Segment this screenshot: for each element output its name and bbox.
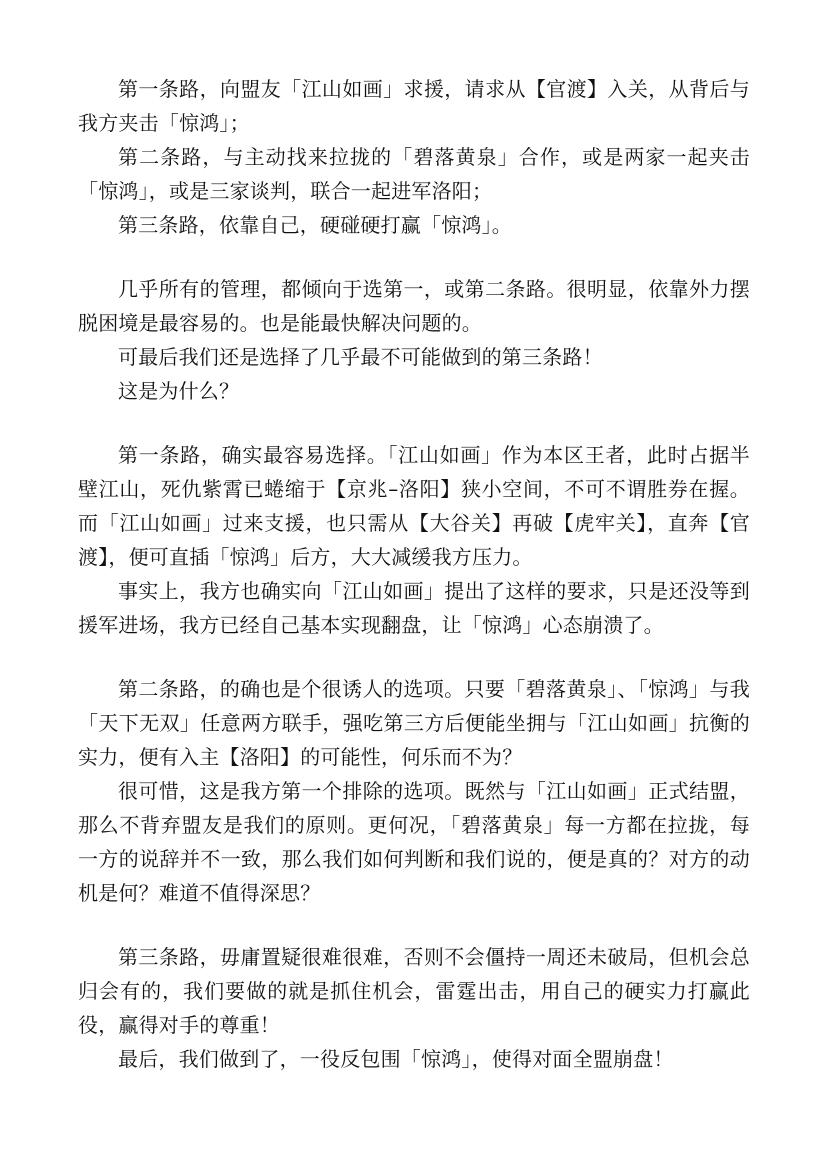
section-gap <box>78 642 750 672</box>
section-second-option <box>78 672 750 910</box>
document-body <box>78 72 750 1076</box>
paragraph-conclusion: 最后，我们做到了，一役反包围「惊鸿」，使得对面全盟崩盘！ <box>118 1047 674 1071</box>
paragraph-final-choice: 可最后我们还是选择了几乎最不可能做到的第三条路！ <box>118 345 603 369</box>
paragraph-first-analysis: 第一条路，确实最容易选择。「江山如画」作为本区王者，此时占据半壁江山，死仇紫霄已蜷缩于【京兆–洛阳】狭小空间，不可不谓胜券在握。而「江山如画」过来支援，也只需从【大谷关】再破【虎牢关】，直奔【官渡】，便可直插「惊鸿」后方，大大减缓我方压力。 <box>78 443 750 569</box>
paragraph-second-analysis: 第二条路，的确也是个很诱人的选项。只要「碧落黄泉」、「惊鸿」与我「天下无双」任意两方联手，强吃第三方后便能坐拥与「江山如画」抗衡的实力，便有入主【洛阳】的可能性，何乐而不为？ <box>78 677 750 769</box>
paragraph-first-fact: 事实上，我方也确实向「江山如画」提出了这样的要求，只是还没等到援军进场，我方已经自己基本实现翻盘，让「惊鸿」心态崩溃了。 <box>78 579 750 637</box>
section-first-option <box>78 438 750 642</box>
section-gap <box>78 910 750 940</box>
section-third-option <box>78 940 750 1076</box>
section-gap <box>78 408 750 438</box>
paragraph-option-one: 第一条路，向盟友「江山如画」求援，请求从【官渡】入关，从背后与我方夹击「惊鸿」； <box>78 77 750 135</box>
paragraph-option-three: 第三条路，依靠自己，硬碰硬打赢「惊鸿」。 <box>118 213 512 237</box>
paragraph-question: 这是为什么？ <box>118 379 240 403</box>
paragraph-third-analysis: 第三条路，毋庸置疑很难很难，否则不会僵持一周还未破局，但机会总归会有的，我们要做的就是抓住机会，雷霆出击，用自己的硬实力打赢此役，赢得对手的尊重！ <box>78 945 750 1037</box>
section-decision <box>78 272 750 408</box>
section-options <box>78 72 750 242</box>
paragraph-management-view: 几乎所有的管理，都倾向于选第一，或第二条路。很明显，依靠外力摆脱困境是最容易的。也是能最快解决问题的。 <box>78 277 750 335</box>
paragraph-option-two: 第二条路，与主动找来拉拢的「碧落黄泉」合作，或是两家一起夹击「惊鸿」，或是三家谈判，联合一起进军洛阳； <box>78 145 750 203</box>
section-gap <box>78 242 750 272</box>
paragraph-second-rejection: 很可惜，这是我方第一个排除的选项。既然与「江山如画」正式结盟，那么不背弃盟友是我们的原则。更何况，「碧落黄泉」每一方都在拉拢，每一方的说辞并不一致，那么我们如何判断和我们说的，便是真的？对方的动机是何？难道不值得深思？ <box>78 779 750 905</box>
